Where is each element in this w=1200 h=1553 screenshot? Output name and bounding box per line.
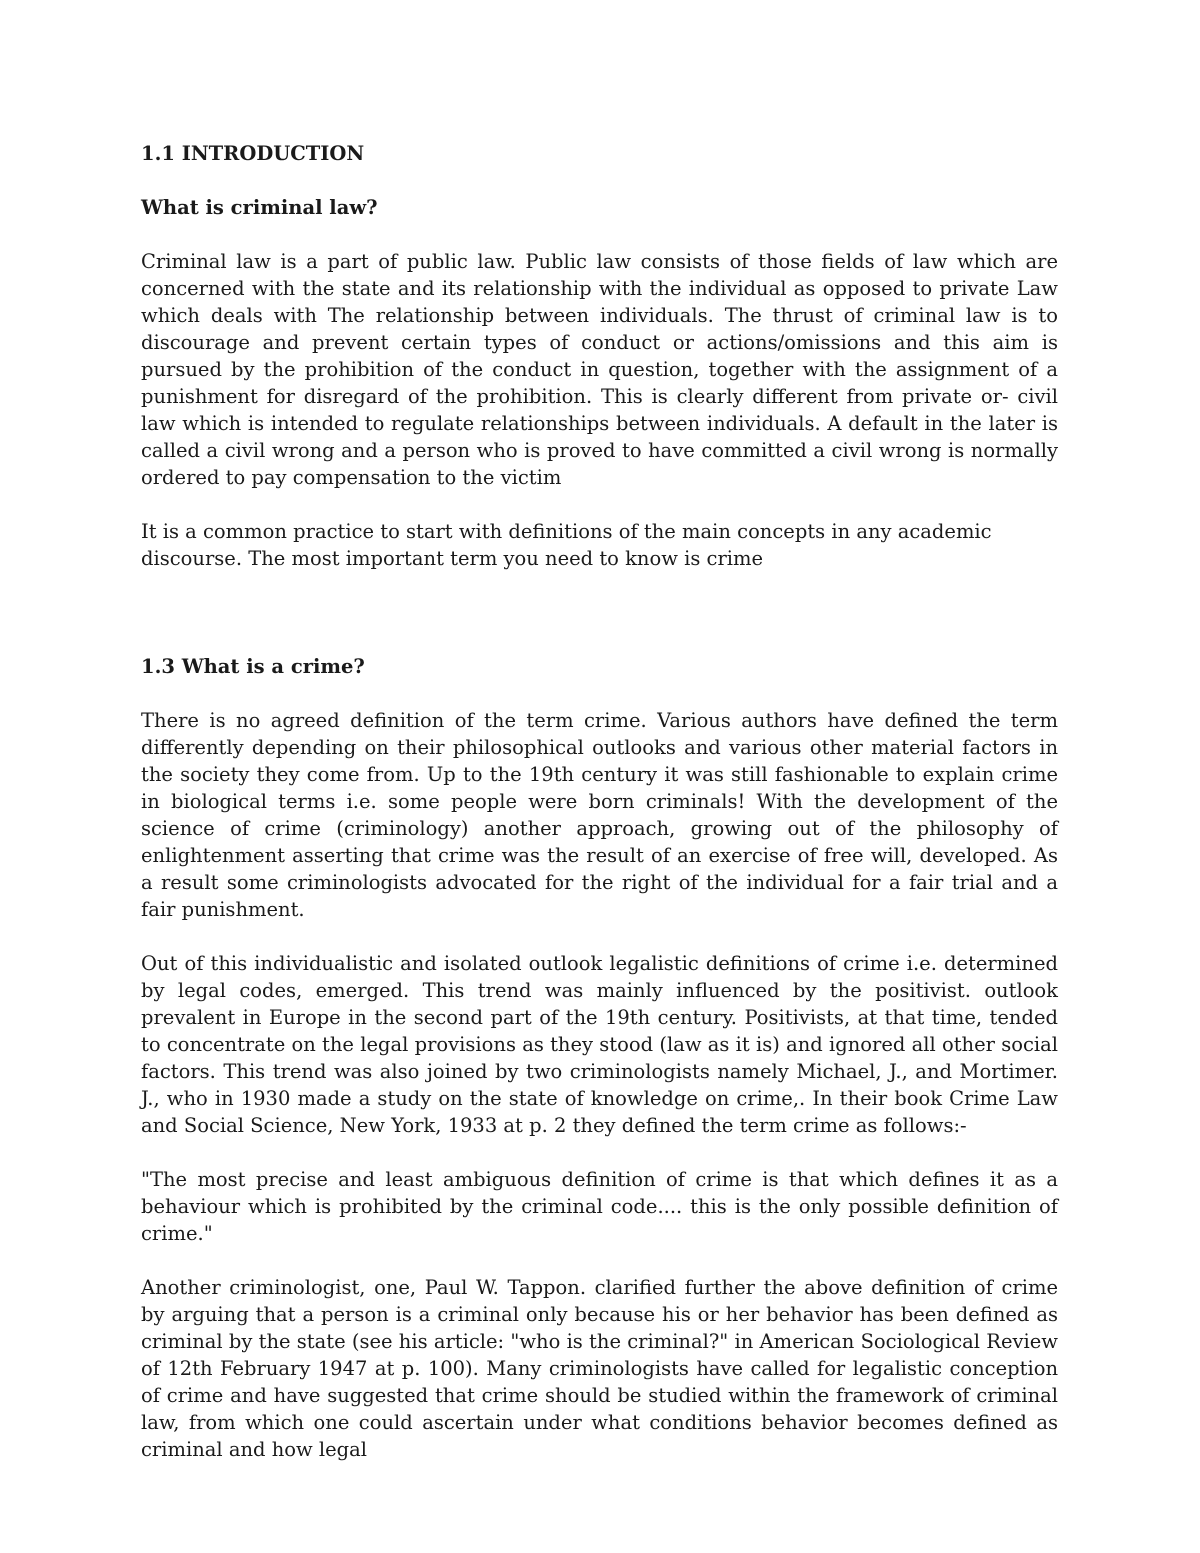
spacer	[141, 572, 1058, 653]
section-heading-what-is-crime: 1.3 What is a crime?	[141, 655, 365, 678]
paragraph-quoted-definition: "The most precise and least ambiguous definition of crime is that which defines it as a behaviour which is prohibited by the criminal code.... this is the only possible definition of crime."	[141, 1168, 1058, 1245]
spacer	[141, 167, 1058, 194]
paragraph-legalistic-definitions: Out of this individualistic and isolated outlook legalistic definitions of crime i.e. determined by legal codes, emerged. This trend was mainly influenced by the positivist. outlook prevalent in Europe in the second part of the 19th century. Positivists, at that time, tended to concentrate on the legal provisions as they stood (law as it is) and ignored all other social factors. This trend was also joined by two criminologists namely Michael, J., and Mortimer. J., who in 1930 made a study on the state of knowledge on crime,. In their book Crime Law and Social Science, New York, 1933 at p. 2 they defined the term crime as follows:-	[141, 952, 1058, 1137]
paragraph-criminal-law-definition: Criminal law is a part of public law. Public law consists of those fields of law which are concerned with the state and its relationship with the individual as opposed to private Law which deals with The relationship between individuals. The thrust of criminal law is to discourage and prevent certain types of conduct or actions/omissions and this aim is pursued by the prohibition of the conduct in question, together with the assignment of a punishment for disregard of the prohibition. This is clearly different from private or- civil law which is intended to regulate relationships between individuals. A default in the later is called a civil wrong and a person who is proved to have committed a civil wrong is normally ordered to pay compensation to the victim	[141, 250, 1058, 489]
spacer	[141, 1139, 1058, 1166]
spacer	[141, 680, 1058, 707]
paragraph-tappon-definition: Another criminologist, one, Paul W. Tappon. clarified further the above definition of crime by arguing that a person is a criminal only because his or her behavior has been defined as criminal by the state (see his article: "who is the criminal?" in American Sociological Review of 12th February 1947 at p. 100). Many criminologists have called for legalistic conception of crime and have suggested that crime should be studied within the framework of criminal law, from which one could ascertain under what conditions behavior becomes defined as criminal and how legal	[141, 1276, 1058, 1461]
section-heading-introduction: 1.1 INTRODUCTION	[141, 142, 365, 165]
question-heading: What is criminal law?	[141, 196, 378, 219]
paragraph-no-agreed-definition: There is no agreed definition of the term crime. Various authors have defined the term differently depending on their philosophical outlooks and various other material factors in the society they come from. Up to the 19th century it was still fashionable to explain crime in biological terms i.e. some people were born criminals! With the development of the science of crime (criminology) another approach, growing out of the philosophy of enlightenment asserting that crime was the result of an exercise of free will, developed. As a result some criminologists advocated for the right of the individual for a fair trial and a fair punishment.	[141, 709, 1058, 921]
spacer	[141, 221, 1058, 248]
paragraph-definitions-practice: It is a common practice to start with definitions of the main concepts in any academic discourse. The most important term you need to know is crime	[141, 520, 992, 570]
spacer	[141, 1247, 1058, 1274]
document-page	[141, 140, 1058, 1463]
spacer	[141, 923, 1058, 950]
spacer	[141, 491, 1058, 518]
